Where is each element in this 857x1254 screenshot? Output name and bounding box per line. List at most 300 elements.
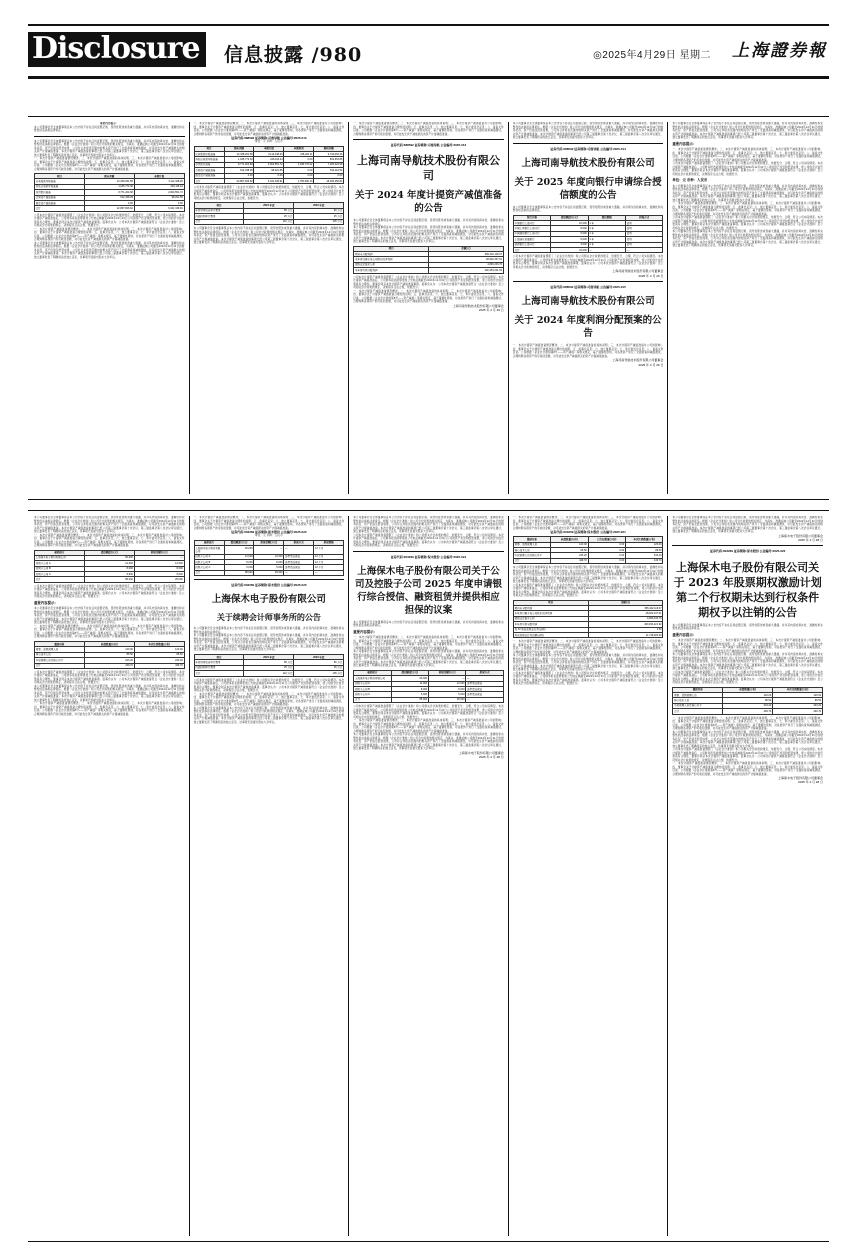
divider xyxy=(513,281,664,282)
cell: 合计 xyxy=(673,709,723,714)
cell: 9,744,063.46 xyxy=(314,152,344,157)
col4-code-1: 证券代码:688592 证券简称:司南导航 公告编号:2025-014 xyxy=(550,146,626,151)
col5-body-3: 公司本次计提资产减值准备遵照了《企业会计准则》和公司相关会计政策的规定，依据充分、合理，符合公司实际情况。本次计提资产减值准备后，公司财务报表能够更加公允地反映截至2024年12月31日公司的资产状况和经营成果，使公司的会计信息更具有合理性。董事会同意本次计提资产减值准备事项。监事会认为：公司本次计提资产减值准备符合《企业会计准则》及公司相关会计政策的规定，决策程序合法合规，依据充分。 xyxy=(672,162,823,176)
column-3 xyxy=(349,122,509,494)
cell: 连带责任保证 xyxy=(284,560,314,565)
cell: 22,867,606.62 xyxy=(224,179,254,184)
cell: 243.20 xyxy=(134,658,184,663)
cell: — xyxy=(428,676,465,681)
cell: 8,000 xyxy=(551,226,588,231)
cell: 12,000 xyxy=(224,554,254,559)
cell: 25,000 xyxy=(254,570,284,575)
cell: 86.50 xyxy=(84,652,134,657)
col3-signature: 上海司南导航技术股份有限公司董事会 xyxy=(452,303,504,308)
column-8 xyxy=(349,516,509,1236)
cell: 12,000 xyxy=(391,681,428,686)
col3-body-1: 一、本次计提资产减值准备情况概述；二、本次计提资产减值准备的具体说明；三、本次计提资产减值准备对公司的影响；四、董事会关于计提资产减值准备合理性的说明；五、监事会意见；六、独立董事意见；七、审计委员会意见；八、备查文件目录。公司根据《企业会计准则第8号——资产减值》等相关规定，基于谨慎性原则，对各类资产进行了全面检查和减值测试，合理判断各项资产的可收回金额，对可能发生资产减值损失的资产计提减值准备。 xyxy=(353,122,504,136)
col10-code: 证券代码:603269 证券简称:保木股份 公告编号:2025-022 xyxy=(709,549,786,554)
cell: — xyxy=(284,546,314,555)
cell: 年度财务报告审计费用 xyxy=(194,660,244,665)
cell: 356,442,118.07 xyxy=(428,252,503,257)
col10-body-4: 公司本次计提资产减值准备遵照了《企业会计准则》和公司相关会计政策的规定，依据充分、合理，符合公司实际情况。本次计提资产减值准备后，公司财务报表能够更加公允地反映截至2024年12月31日公司的资产状况和经营成果，使公司的会计信息更具有合理性。董事会同意本次计提资产减值准备事项。监事会认为：公司本次计提资产减值准备符合《企业会计准则》及公司相关会计政策的规定，决策程序合法合规，依据充分。 xyxy=(672,670,823,685)
table-row xyxy=(513,248,663,253)
cell: 核心技术人员 xyxy=(673,698,723,703)
masthead-rule xyxy=(28,24,829,26)
col-head: 担保金额(万元) xyxy=(254,540,284,545)
col-head: 期末余额 xyxy=(84,174,134,179)
cell: 86.50 xyxy=(723,698,773,703)
col1-body-3: 公司本次计提资产减值准备遵照了《企业会计准则》和公司相关会计政策的规定，依据充分、合理，符合公司实际情况。本次计提资产减值准备后，公司财务报表能够更加公允地反映截至2024年12月31日公司的资产状况和经营成果，使公司的会计信息更具有合理性。董事会同意本次计提资产减值准备事项。监事会认为：公司本次计提资产减值准备符合《企业会计准则》及公司相关会计政策的规定，决策程序合法合规，依据充分。 xyxy=(34,213,185,228)
cell: 应收账款坏账准备 xyxy=(35,179,85,184)
cell: 1.50 xyxy=(588,627,663,632)
headline-2-company: 上海司南导航技术股份有限公司 xyxy=(521,157,655,169)
cell: 5,000 xyxy=(391,692,428,697)
cell: 固定资产减值准备 xyxy=(194,173,224,178)
column-5 xyxy=(668,122,827,494)
col-head: 本次注销数量(万份) xyxy=(773,687,823,692)
col10-subhead: 重要内容提示： xyxy=(672,632,697,637)
col7-unit: 单位：元 币种：人民币 xyxy=(255,534,283,538)
cell: 合计 xyxy=(354,697,391,702)
col7-lead: 本公司董事会及全体董事保证本公告内容不存在任何虚假记载、误导性陈述或者重大遗漏，并对其内容的真实性、准确性和完整性依法承担法律责任。 xyxy=(193,627,345,634)
cell: 本年度归属于母公司股东的净利润 xyxy=(354,257,429,262)
cell: 8,000 xyxy=(134,566,184,571)
col7-body-3: 公司本次计提资产减值准备遵照了《企业会计准则》和公司相关会计政策的规定，依据充分、合理，符合公司实际情况。本次计提资产减值准备后，公司财务报表能够更加公允地反映截至2024年12月31日公司的资产状况和经营成果，使公司的会计信息更具有合理性。董事会同意本次计提资产减值准备事项。监事会认为：公司本次计提资产减值准备符合《企业会计准则》及公司相关会计政策的规定，决策程序合法合规，依据充分。 xyxy=(193,678,345,693)
divider xyxy=(672,545,823,546)
col3-body-4: 一、本次计提资产减值准备情况概述；二、本次计提资产减值准备的具体说明；三、本次计提资产减值准备对公司的影响；四、董事会关于计提资产减值准备合理性的说明；五、监事会意见；六、独立董事意见；七、审计委员会意见；八、备查文件目录。公司根据《企业会计准则第8号——资产减值》等相关规定，基于谨慎性原则，对各类资产进行了全面检查和减值测试，合理判断各项资产的可收回金额，对可能发生资产减值损失的资产计提减值准备。 xyxy=(353,289,504,304)
column-7 xyxy=(190,516,350,1236)
cell: 本年度可供分配利润 xyxy=(513,622,588,627)
col-head: 授信额度(万元) xyxy=(84,550,134,555)
profit-plan-table xyxy=(353,246,504,274)
cell: 400,454,221.92 xyxy=(428,268,503,273)
cell: 86.50 xyxy=(134,652,184,657)
cell: 中层管理人员及核心骨干 xyxy=(513,553,550,558)
cell: 86.50 xyxy=(625,547,662,552)
cell: 1,338,770.02 xyxy=(284,162,314,167)
cell: 连带责任保证 xyxy=(466,681,503,686)
cell: 信用 xyxy=(625,226,662,231)
col10-body-5: 一、本次计提资产减值准备情况概述；二、本次计提资产减值准备的具体说明；三、本次计提资产减值准备对公司的影响；四、董事会关于计提资产减值准备合理性的说明；五、监事会意见；六、独立董事意见；七、审计委员会意见；八、备查文件目录。公司根据《企业会计准则第8号——资产减值》等相关规定，基于谨慎性原则，对各类资产进行了全面检查和减值测试，合理判断各项资产的可收回金额，对可能发生资产减值损失的资产计提减值准备。 xyxy=(672,716,823,731)
divider xyxy=(513,143,664,144)
col8-subhead: 重要内容提示： xyxy=(353,629,377,634)
col4-sign-date-2: 2025 年 4 月 29 日 xyxy=(638,362,664,367)
cell: 12,000 xyxy=(254,554,284,559)
col-head: 担保期限 xyxy=(314,540,344,545)
table-row xyxy=(513,558,663,563)
col-head: 2024 年度 xyxy=(244,203,294,208)
cell: 6,341,339.91 xyxy=(134,206,184,211)
guarantee-table-left xyxy=(34,550,185,583)
cell: 控股子公司 B xyxy=(194,560,224,565)
headline-6-title: 上海保木电子股份有限公司关于 2023 年股票期权激励计划第二个行权期未达到行权条件期权予以注销的公告 xyxy=(673,560,822,619)
cell: 85,000 xyxy=(84,577,134,582)
cell: 612,338.09 xyxy=(84,195,134,200)
cell: 1 年 xyxy=(588,237,625,242)
disclosure-logo xyxy=(28,32,206,67)
cell: 449.70 xyxy=(551,558,588,563)
cell: 合计 xyxy=(513,248,550,253)
headline-4-company: 上海保木电子股份有限公司 xyxy=(211,594,326,606)
cell: 上海保木电子股份有限公司 xyxy=(35,555,85,560)
col2-code: 证券代码:688592 证券简称:司南导航 公告编号:2025-013 xyxy=(231,136,307,140)
cell: 董事、高级管理人员 xyxy=(673,693,723,698)
col-head: 2023 年度 xyxy=(294,654,344,659)
cell: 控股子公司 B xyxy=(35,566,85,571)
col8-body-1: 本公司董事会及全体董事保证本公告内容不存在任何虚假记载、误导性陈述或者重大遗漏，并对其内容的真实性、准确性和完整性依法承担法律责任。根据《企业会计准则》和公司会计政策的相关规定，为真实、准确反映公司截至2024年12月31日的财务状况、资产价值及经营成果，公司对合并报表范围内的相关资产进行了全面清查和减值测试，对可能发生资产减值损失的相关资产计提减值准备。本次计提资产减值准备的事项已经公司第三届董事会第十次会议、第三届监事会第八次会议审议通过，独立董事发表了明确同意的独立意见，该事项无需提交股东大会审议。 xyxy=(353,516,504,533)
cell: 合计 xyxy=(194,179,224,184)
cell: 连带责任保证 xyxy=(284,565,314,570)
cell: 合计 xyxy=(194,219,244,224)
cell: 12 个月 xyxy=(314,554,344,559)
col-head: 本次注销数量(万份) xyxy=(134,641,184,646)
col5-body-7: 本公司董事会及全体董事保证本公告内容不存在任何虚假记载、误导性陈述或者重大遗漏，并对其内容的真实性、准确性和完整性依法承担法律责任。根据《企业会计准则》和公司会计政策的相关规定，为真实、准确反映公司截至2024年12月31日的财务状况、资产价值及经营成果，公司对合并报表范围内的相关资产进行了全面清查和减值测试，对可能发生资产减值损失的相关资产计提减值准备。本次计提资产减值准备的事项已经公司第三届董事会第十次会议、第三届监事会第八次会议审议通过，独立董事发表了明确同意的独立意见，该事项无需提交股东大会审议。 xyxy=(672,230,823,248)
option-cancel-table xyxy=(513,536,664,564)
cell: 0.00 xyxy=(284,168,314,173)
cell: 449.70 xyxy=(625,558,662,563)
cell: 控股子公司 A xyxy=(194,554,224,559)
section-title: 信息披露 /980 xyxy=(224,44,363,66)
column-10 xyxy=(668,516,827,1236)
col2-body-3: 本公司董事会及全体董事保证本公告内容不存在任何虚假记载、误导性陈述或者重大遗漏，并对其内容的真实性、准确性和完整性依法承担法律责任。根据《企业会计准则》和公司会计政策的相关规定，为真实、准确反映公司截至2024年12月31日的财务状况、资产价值及经营成果，公司对合并报表范围内的相关资产进行了全面清查和减值测试，对可能发生资产减值损失的相关资产计提减值准备。本次计提资产减值准备的事项已经公司第三届董事会第十次会议、第三届监事会第八次会议审议通过，独立董事发表了明确同意的独立意见，该事项无需提交股东大会审议。 xyxy=(193,227,345,244)
col-head: 激励对象 xyxy=(35,641,85,646)
col5-body-1: 本公司董事会及全体董事保证本公告内容不存在任何虚假记载、误导性陈述或者重大遗漏，并对其内容的真实性、准确性和完整性依法承担法律责任。根据《企业会计准则》和公司会计政策的相关规定，为真实、准确反映公司截至2024年12月31日的财务状况、资产价值及经营成果，公司对合并报表范围内的相关资产进行了全面清查和减值测试，对可能发生资产减值损失的相关资产计提减值准备。本次计提资产减值准备的事项已经公司第三届董事会第十次会议、第三届监事会第八次会议审议通过，独立董事发表了明确同意的独立意见，该事项无需提交股东大会审议。 xyxy=(672,122,823,139)
col3-sign-date: 2025 年 4 月 29 日 xyxy=(478,308,504,313)
col10-body-1: 本公司董事会及全体董事保证本公告内容不存在任何虚假记载、误导性陈述或者重大遗漏，并对其内容的真实性、准确性和完整性依法承担法律责任。根据《企业会计准则》和公司会计政策的相关规定，为真实、准确反映公司截至2024年12月31日的财务状况、资产价值及经营成果，公司对合并报表范围内的相关资产进行了全面清查和减值测试，对可能发生资产减值损失的相关资产计提减值准备。本次计提资产减值准备的事项已经公司第三届董事会第十次会议、第三届监事会第八次会议审议通过，独立董事发表了明确同意的独立意见，该事项无需提交股东大会审议。 xyxy=(672,516,823,533)
cell: 7,205,422.98 xyxy=(314,162,344,167)
cell: 25 万元 xyxy=(294,665,344,670)
cell: 0.00 xyxy=(588,558,625,563)
cell: 合计 xyxy=(35,663,85,668)
cell: 董事、高级管理人员 xyxy=(35,647,85,652)
cell: 98,221.55 xyxy=(134,195,184,200)
cell: 5,000 xyxy=(551,237,588,242)
cell: 合同资产减值准备 xyxy=(35,195,85,200)
cell: 31,000 xyxy=(551,248,588,253)
cell: 0.00 xyxy=(284,173,314,178)
cell: 内部控制审计费用 xyxy=(194,214,244,219)
cell: 3,112,448.20 xyxy=(254,152,284,157)
cell: 应收账款坏账准备 xyxy=(194,152,224,157)
col-head: 授信额度(万元) xyxy=(551,215,588,220)
cell: 合计 xyxy=(513,558,550,563)
table-row xyxy=(35,577,185,582)
cell: 1,756,990.13 xyxy=(284,179,314,184)
cell: 0.00 xyxy=(284,157,314,162)
table-row xyxy=(194,219,344,224)
cell: 本年度可供分配利润 xyxy=(354,268,429,273)
col5-body-5: 一、本次计提资产减值准备情况概述；二、本次计提资产减值准备的具体说明；三、本次计提资产减值准备对公司的影响；四、董事会关于计提资产减值准备合理性的说明；五、监事会意见；六、独立董事意见；七、审计委员会意见；八、备查文件目录。公司根据《企业会计准则第8号——资产减值》等相关规定，基于谨慎性原则，对各类资产进行了全面检查和减值测试，合理判断各项资产的可收回金额，对可能发生资产减值损失的资产计提减值准备。 xyxy=(672,202,823,216)
col-head: 担保方式 xyxy=(466,670,503,675)
col-head: 获授数量(万份) xyxy=(723,687,773,692)
table-row xyxy=(673,709,823,714)
column-9 xyxy=(509,516,669,1236)
cell: 存货跌价准备 xyxy=(194,162,224,167)
col5-body-4: 本公司董事会及全体董事保证本公告内容不存在任何虚假记载、误导性陈述或者重大遗漏，并对其内容的真实性、准确性和完整性依法承担法律责任。根据《企业会计准则》和公司会计政策的相关规定，为真实、准确反映公司截至2024年12月31日的财务状况、资产价值及经营成果，公司对合并报表范围内的相关资产进行了全面清查和减值测试，对可能发生资产减值损失的相关资产计提减值准备。本次计提资产减值准备的事项已经公司第三届董事会第十次会议、第三届监事会第八次会议审议通过，独立董事发表了明确同意的独立意见，该事项无需提交股东大会审议。 xyxy=(672,184,823,202)
table-row xyxy=(35,663,185,668)
cell: 上海保木电子股份有限公司 xyxy=(194,546,224,555)
cell: 信用 xyxy=(625,221,662,226)
col6-body-3: 公司本次计提资产减值准备遵照了《企业会计准则》和公司相关会计政策的规定，依据充分、合理，符合公司实际情况。本次计提资产减值准备后，公司财务报表能够更加公允地反映截至2024年12月31日公司的资产状况和经营成果，使公司的会计信息更具有合理性。董事会同意本次计提资产减值准备事项。监事会认为：公司本次计提资产减值准备符合《企业会计准则》及公司相关会计政策的规定，决策程序合法合规，依据充分。 xyxy=(34,584,185,599)
col-head: 被担保方 xyxy=(194,540,224,545)
cell: 拟派发现金红利总额(含税) xyxy=(513,633,588,638)
cell: — xyxy=(466,697,503,702)
cell: 控股子公司 B xyxy=(354,686,391,691)
col8-body-6: 一、本次计提资产减值准备情况概述；二、本次计提资产减值准备的具体说明；三、本次计提资产减值准备对公司的影响；四、董事会关于计提资产减值准备合理性的说明；五、监事会意见；六、独立董事意见；七、审计委员会意见；八、备查文件目录。公司根据《企业会计准则第8号——资产减值》等相关规定，基于谨慎性原则，对各类资产进行了全面检查和减值测试，合理判断各项资产的可收回金额，对可能发生资产减值损失的资产计提减值准备。 xyxy=(353,719,504,733)
cell: 1,045,772.30 xyxy=(224,157,254,162)
cell: 5,000 xyxy=(84,572,134,577)
cell: 8,000 xyxy=(254,560,284,565)
cell: 8,000 xyxy=(428,686,465,691)
top-article-region xyxy=(28,116,829,500)
col-head: 担保方式 xyxy=(625,215,662,220)
col6-body-6: 公司本次计提资产减值准备遵照了《企业会计准则》和公司相关会计政策的规定，依据充分、合理，符合公司实际情况。本次计提资产减值准备后，公司财务报表能够更加公允地反映截至2024年12月31日公司的资产状况和经营成果，使公司的会计信息更具有合理性。董事会同意本次计提资产减值准备事项。监事会认为：公司本次计提资产减值准备符合《企业会计准则》及公司相关会计政策的规定，决策程序合法合规，依据充分。 xyxy=(34,670,185,685)
cell: 0.00 xyxy=(224,173,254,178)
cell: 1 年 xyxy=(588,231,625,236)
col4-lead: 本公司董事会及全体董事保证本公告内容不存在任何虚假记载、误导性陈述或者重大遗漏，并对其内容的真实性、准确性和完整性依法承担法律责任。 xyxy=(512,205,664,213)
cell: 核心技术人员 xyxy=(35,652,85,657)
cell: 1 年 xyxy=(588,221,625,226)
cell: 8,000 xyxy=(84,566,134,571)
cell: 提取法定盈余公积 xyxy=(354,262,429,267)
cell: — xyxy=(588,248,625,253)
cell: 5,000 xyxy=(254,565,284,570)
col8-body-4: 本公司董事会及全体董事保证本公告内容不存在任何虚假记载、误导性陈述或者重大遗漏，并对其内容的真实性、准确性和完整性依法承担法律责任。根据《企业会计准则》和公司会计政策的相关规定，为真实、准确反映公司截至2024年12月31日的财务状况、资产价值及经营成果，公司对合并报表范围内的相关资产进行了全面清查和减值测试，对可能发生资产减值损失的相关资产计提减值准备。本次计提资产减值准备的事项已经公司第三届董事会第十次会议、第三届监事会第八次会议审议通过，独立董事发表了明确同意的独立意见，该事项无需提交股东大会审议。 xyxy=(353,650,504,668)
col-head: 授信额度(万元) xyxy=(224,540,254,545)
cell: 110 万元 xyxy=(244,671,294,676)
table-row xyxy=(194,546,344,555)
cell: 418,220.11 xyxy=(284,152,314,157)
cell: 期初未分配利润 xyxy=(513,606,588,611)
cell: 0.00 xyxy=(588,547,625,552)
col-head: 激励对象 xyxy=(673,687,723,692)
cell: 5,000 xyxy=(551,231,588,236)
cell: 8,771,204.68 xyxy=(224,162,254,167)
cell: 110 万元 xyxy=(244,219,294,224)
col8-body-7: 本公司董事会及全体董事保证本公告内容不存在任何虚假记载、误导性陈述或者重大遗漏，并对其内容的真实性、准确性和完整性依法承担法律责任。根据《企业会计准则》和公司会计政策的相关规定，为真实、准确反映公司截至2024年12月31日的财务状况、资产价值及经营成果，公司对合并报表范围内的相关资产进行了全面清查和减值测试，对可能发生资产减值损失的相关资产计提减值准备。本次计提资产减值准备的事项已经公司第三届董事会第十次会议、第三届监事会第八次会议审议通过，独立董事发表了明确同意的独立意见，该事项无需提交股东大会审议。 xyxy=(353,733,504,751)
col-head: 期初余额 xyxy=(314,146,344,151)
col10-lead: 本公司董事会及全体董事保证本公告内容不存在任何虚假记载、误导性陈述或者重大遗漏，并对其内容的真实性、准确性和完整性依法承担法律责任。 xyxy=(672,623,823,631)
cell: 226,118.44 xyxy=(134,184,184,189)
col8-body-5: 公司本次计提资产减值准备遵照了《企业会计准则》和公司相关会计政策的规定，依据充分、合理，符合公司实际情况。本次计提资产减值准备后，公司财务报表能够更加公允地反映截至2024年12月31日公司的资产状况和经营成果，使公司的会计信息更具有合理性。董事会同意本次计提资产减值准备事项。监事会认为：公司本次计提资产减值准备符合《企业会计准则》及公司相关会计政策的规定，决策程序合法合规，依据充分。 xyxy=(353,705,504,719)
cell: 85,000 xyxy=(391,697,428,702)
cell: 4,890,233.76 xyxy=(588,616,663,621)
col-head: 金额(元) xyxy=(588,600,663,605)
divider xyxy=(34,136,185,137)
cell: 449.70 xyxy=(723,709,773,714)
financial-detail-table xyxy=(194,146,345,185)
cell: 22,867,606.62 xyxy=(84,206,134,211)
col4-signature-2: 上海司南导航技术股份有限公司董事会 xyxy=(612,358,664,363)
col-head: 银行名称 xyxy=(513,215,550,220)
credit-line-table xyxy=(513,215,664,254)
col7-code-1: 证券代码:603269 证券简称:保木股份 公告编号:2025-020 xyxy=(231,530,307,534)
headline-1-company: 上海司南导航技术股份有限公司 xyxy=(356,154,500,183)
cell: 85 万元 xyxy=(244,208,294,213)
cell: 0.00 xyxy=(314,173,344,178)
cell: 合计 xyxy=(35,577,85,582)
cell: 243.20 xyxy=(551,553,588,558)
col3-code: 证券代码:688592 证券简称:司南导航 公告编号:2025-013 xyxy=(390,143,467,147)
col-head: 项目 xyxy=(194,203,244,208)
cell: 25,000 xyxy=(428,697,465,702)
col-head: 已行权数量(万份) xyxy=(588,537,625,542)
cell: 本年度归属于母公司股东的净利润 xyxy=(513,611,588,616)
col-head: 2024 年度 xyxy=(244,654,294,659)
col5-body-6: 公司本次计提资产减值准备遵照了《企业会计准则》和公司相关会计政策的规定，依据充分、合理，符合公司实际情况。本次计提资产减值准备后，公司财务报表能够更加公允地反映截至2024年12月31日公司的资产状况和经营成果，使公司的会计信息更具有合理性。董事会同意本次计提资产减值准备事项。监事会认为：公司本次计提资产减值准备符合《企业会计准则》及公司相关会计政策的规定，决策程序合法合规，依据充分。 xyxy=(672,216,823,230)
column-4 xyxy=(509,122,669,494)
cell: 8,000 xyxy=(224,560,254,565)
cell: 董事、高级管理人员 xyxy=(513,542,550,547)
cell: 48,902,337.61 xyxy=(588,611,663,616)
col9-body-1: 一、本次计提资产减值准备情况概述；二、本次计提资产减值准备的具体说明；三、本次计提资产减值准备对公司的影响；四、董事会关于计提资产减值准备合理性的说明；五、监事会意见；六、独立董事意见；七、审计委员会意见；八、备查文件目录。公司根据《企业会计准则第8号——资产减值》等相关规定，基于谨慎性原则，对各类资产进行了全面检查和减值测试，合理判断各项资产的可收回金额，对可能发生资产减值损失的资产计提减值准备。 xyxy=(512,516,664,530)
page-sheet xyxy=(8,6,849,1248)
cell: 120.00 xyxy=(84,647,134,652)
cell: 449.70 xyxy=(134,663,184,668)
cell: 4,890,233.76 xyxy=(428,262,503,267)
cell: 上海保木电子股份有限公司 xyxy=(354,676,391,681)
col10-signature-top: 上海保木电子股份有限公司董事会 xyxy=(777,533,823,538)
cell: 合计 xyxy=(194,671,244,676)
cell: 连带责任保证 xyxy=(466,686,503,691)
col-head: 获授数量(万份) xyxy=(551,537,588,542)
cell: 819,653.86 xyxy=(314,157,344,162)
dense-table-1 xyxy=(194,540,345,577)
option-cancel-table-left xyxy=(34,641,185,669)
cell: 5,000 xyxy=(428,692,465,697)
cell: 98,221.55 xyxy=(254,168,284,173)
cell: 0.00 xyxy=(134,200,184,205)
col1-body-4: 一、本次计提资产减值准备情况概述；二、本次计提资产减值准备的具体说明；三、本次计提资产减值准备对公司的影响；四、董事会关于计提资产减值准备合理性的说明；五、监事会意见；六、独立董事意见；七、审计委员会意见；八、备查文件目录。公司根据《企业会计准则第8号——资产减值》等相关规定，基于谨慎性原则，对各类资产进行了全面检查和减值测试，合理判断各项资产的可收回金额，对可能发生资产减值损失的资产计提减值准备。 xyxy=(34,227,185,242)
cell: 招商银行上海分行 xyxy=(513,242,550,247)
col6-subhead: 重要内容提示： xyxy=(34,600,58,605)
headline-2-subject: 关于 2025 年度向银行申请综合授信额度的公告 xyxy=(514,176,662,201)
col9-body-2: 本公司董事会及全体董事保证本公告内容不存在任何虚假记载、误导性陈述或者重大遗漏，并对其内容的真实性、准确性和完整性依法承担法律责任。根据《企业会计准则》和公司会计政策的相关规定，为真实、准确反映公司截至2024年12月31日的财务状况、资产价值及经营成果，公司对合并报表范围内的相关资产进行了全面清查和减值测试，对可能发生资产减值损失的相关资产计提减值准备。本次计提资产减值准备的事项已经公司第三届董事会第十次会议、第三届监事会第八次会议审议通过，独立董事发表了明确同意的独立意见，该事项无需提交股东大会审议。 xyxy=(512,566,664,584)
profit-plan-table-2 xyxy=(513,600,664,639)
cell: 60,000 xyxy=(391,676,428,681)
col6-body-8: 一、本次计提资产减值准备情况概述；二、本次计提资产减值准备的具体说明；三、本次计提资产减值准备对公司的影响；四、董事会关于计提资产减值准备合理性的说明；五、监事会意见；六、独立董事意见；七、审计委员会意见；八、备查文件目录。公司根据《企业会计准则第8号——资产减值》等相关规定，基于谨慎性原则，对各类资产进行了全面检查和减值测试，合理判断各项资产的可收回金额，对可能发生资产减值损失的资产计提减值准备。 xyxy=(34,702,185,716)
col-head: 担保金额(万元) xyxy=(428,670,465,675)
col1-body-1: 本公司董事会及全体董事保证本公告内容不存在任何虚假记载、误导性陈述或者重大遗漏，并对其内容的真实性、准确性和完整性依法承担法律责任。根据《企业会计准则》和公司会计政策的相关规定，为真实、准确反映公司截至2024年12月31日的财务状况、资产价值及经营成果，公司对合并报表范围内的相关资产进行了全面清查和减值测试，对可能发生资产减值损失的相关资产计提减值准备。本次计提资产减值准备的事项已经公司第三届董事会第十次会议、第三届监事会第八次会议审议通过，独立董事发表了明确同意的独立意见，该事项无需提交股东大会审议。 xyxy=(34,139,185,157)
asset-impairment-table xyxy=(34,173,185,212)
col1-body-2: 一、本次计提资产减值准备情况概述；二、本次计提资产减值准备的具体说明；三、本次计提资产减值准备对公司的影响；四、董事会关于计提资产减值准备合理性的说明；五、监事会意见；六、独立董事意见；七、审计委员会意见；八、备查文件目录。公司根据《企业会计准则第8号——资产减值》等相关规定，基于谨慎性原则，对各类资产进行了全面检查和减值测试，合理判断各项资产的可收回金额，对可能发生资产减值损失的资产计提减值准备。 xyxy=(34,157,185,171)
col2-body-1: 一、本次计提资产减值准备情况概述；二、本次计提资产减值准备的具体说明；三、本次计提资产减值准备对公司的影响；四、董事会关于计提资产减值准备合理性的说明；五、监事会意见；六、独立董事意见；七、审计委员会意见；八、备查文件目录。公司根据《企业会计准则第8号——资产减值》等相关规定，基于谨慎性原则，对各类资产进行了全面检查和减值测试，合理判断各项资产的可收回金额，对可能发生资产减值损失的资产计提减值准备。 xyxy=(193,122,345,136)
col4-body-2: 公司本次计提资产减值准备遵照了《企业会计准则》和公司相关会计政策的规定，依据充分、合理，符合公司实际情况。本次计提资产减值准备后，公司财务报表能够更加公允地反映截至2024年12月31日公司的资产状况和经营成果，使公司的会计信息更具有合理性。董事会同意本次计提资产减值准备事项。监事会认为：公司本次计提资产减值准备符合《企业会计准则》及公司相关会计政策的规定，决策程序合法合规，依据充分。 xyxy=(512,255,664,269)
cell: 243.20 xyxy=(773,703,823,708)
col6-body-2: 一、本次计提资产减值准备情况概述；二、本次计提资产减值准备的具体说明；三、本次计提资产减值准备对公司的影响；四、董事会关于计提资产减值准备合理性的说明；五、监事会意见；六、独立董事意见；七、审计委员会意见；八、备查文件目录。公司根据《企业会计准则第8号——资产减值》等相关规定，基于谨慎性原则，对各类资产进行了全面检查和减值测试，合理判断各项资产的可收回金额，对可能发生资产减值损失的资产计提减值准备。 xyxy=(34,533,185,547)
cell: 120.00 xyxy=(773,693,823,698)
cell: 其他应收款坏账准备 xyxy=(35,184,85,189)
cell: 86.50 xyxy=(773,698,823,703)
cell: 85,000 xyxy=(224,570,254,575)
bottom-article-region xyxy=(28,510,829,1242)
column-2 xyxy=(190,122,350,494)
cell: 控股子公司 C xyxy=(354,692,391,697)
divider xyxy=(353,551,504,552)
cell: 243.20 xyxy=(625,553,662,558)
cell: 信用 xyxy=(625,237,662,242)
col-head: 本期计提 xyxy=(134,174,184,179)
cell: 3,000 xyxy=(551,242,588,247)
cell: 356,442,118.07 xyxy=(588,606,663,611)
cell: — xyxy=(254,546,284,555)
col4-sign-date: 2025 年 4 月 29 日 xyxy=(638,273,664,278)
col9-body-6: 公司本次计提资产减值准备遵照了《企业会计准则》和公司相关会计政策的规定，依据充分、合理，符合公司实际情况。本次计提资产减值准备后，公司财务报表能够更加公允地反映截至2024年12月31日公司的资产状况和经营成果，使公司的会计信息更具有合理性。董事会同意本次计提资产减值准备事项。监事会认为：公司本次计提资产减值准备符合《企业会计准则》及公司相关会计政策的规定，决策程序合法合规，依据充分。 xyxy=(512,671,664,686)
cell: 120.00 xyxy=(625,542,662,547)
cell: 226,118.44 xyxy=(254,157,284,162)
col3-lead: 本公司董事会及全体董事保证本公告内容不存在任何虚假记载、误导性陈述或者重大遗漏，并对其内容的真实性、准确性和完整性依法承担法律责任。 xyxy=(353,219,504,226)
col10-sign-date-top: 2025 年 4 月 28 日 xyxy=(798,537,823,542)
col9-body-5: 本公司董事会及全体董事保证本公告内容不存在任何虚假记载、误导性陈述或者重大遗漏，并对其内容的真实性、准确性和完整性依法承担法律责任。根据《企业会计准则》和公司会计政策的相关规定，为真实、准确反映公司截至2024年12月31日的财务状况、资产价值及经营成果，公司对合并报表范围内的相关资产进行了全面清查和减值测试，对可能发生资产减值损失的相关资产计提减值准备。本次计提资产减值准备的事项已经公司第三届董事会第十次会议、第三届监事会第八次会议审议通过，独立董事发表了明确同意的独立意见，该事项无需提交股东大会审议。 xyxy=(512,654,664,672)
cell: 控股子公司 A xyxy=(354,681,391,686)
col-head: 项目 xyxy=(194,146,224,151)
cell: 48,902,337.61 xyxy=(428,257,503,262)
col1-kicker: 重要内容提示： xyxy=(99,122,119,125)
col10-body-3: 本公司董事会及全体董事保证本公告内容不存在任何虚假记载、误导性陈述或者重大遗漏，并对其内容的真实性、准确性和完整性依法承担法律责任。根据《企业会计准则》和公司会计政策的相关规定，为真实、准确反映公司截至2024年12月31日的财务状况、资产价值及经营成果，公司对合并报表范围内的相关资产进行了全面清查和减值测试，对可能发生资产减值损失的相关资产计提减值准备。本次计提资产减值准备的事项已经公司第三届董事会第十次会议、第三届监事会第八次会议审议通过，独立董事发表了明确同意的独立意见，该事项无需提交股东大会审议。 xyxy=(672,653,823,671)
cell: 80 万元 xyxy=(294,208,344,213)
headline-5-title: 上海保木电子股份有限公司关于公司及控股子公司 2025 年度申请银行综合授信、融资租赁并提供相应担保的议案 xyxy=(354,565,503,616)
cell: 12 个月 xyxy=(314,560,344,565)
table-row xyxy=(354,697,504,702)
cell: 5,000 xyxy=(134,572,184,577)
col-head: 担保方式 xyxy=(284,540,314,545)
col1-lead: 本公司董事会及全体董事保证本公告内容不存在任何虚假记载、误导性陈述或者重大遗漏，并对其内容的真实性、准确性和完整性依法承担法律责任。 xyxy=(34,125,185,132)
cell: 1 年 xyxy=(588,242,625,247)
table-row xyxy=(354,268,504,273)
cell: 合计 xyxy=(35,206,85,211)
paper-name: 上海證券報 xyxy=(732,41,827,61)
col-head: 项目 xyxy=(194,654,244,659)
col8-body-2: 公司本次计提资产减值准备遵照了《企业会计准则》和公司相关会计政策的规定，依据充分、合理，符合公司实际情况。本次计提资产减值准备后，公司财务报表能够更加公允地反映截至2024年12月31日公司的资产状况和经营成果，使公司的会计信息更具有合理性。董事会同意本次计提资产减值准备事项。监事会认为：公司本次计提资产减值准备符合《企业会计准则》及公司相关会计政策的规定，决策程序合法合规，依据充分。 xyxy=(353,533,504,547)
cell: 信用 xyxy=(625,242,662,247)
col8-body-3: 一、本次计提资产减值准备情况概述；二、本次计提资产减值准备的具体说明；三、本次计提资产减值准备对公司的影响；四、董事会关于计提资产减值准备合理性的说明；五、监事会意见；六、独立董事意见；七、审计委员会意见；八、备查文件目录。公司根据《企业会计准则第8号——资产减值》等相关规定，基于谨慎性原则，对各类资产进行了全面检查和减值测试，合理判断各项资产的可收回金额，对可能发生资产减值损失的资产计提减值准备。 xyxy=(353,636,504,650)
headline-1-subject: 关于 2024 年度计提资产减值准备的公告 xyxy=(354,190,503,215)
cell: 120.00 xyxy=(551,542,588,547)
cell: 中国银行上海分行 xyxy=(513,221,550,226)
cell: 400,454,221.92 xyxy=(588,622,663,627)
col9-body-4: 一、本次计提资产减值准备情况概述；二、本次计提资产减值准备的具体说明；三、本次计提资产减值准备对公司的影响；四、董事会关于计提资产减值准备合理性的说明；五、监事会意见；六、独立董事意见；七、审计委员会意见；八、备查文件目录。公司根据《企业会计准则第8号——资产减值》等相关规定，基于谨慎性原则，对各类资产进行了全面检查和减值测试，合理判断各项资产的可收回金额，对可能发生资产减值损失的资产计提减值准备。 xyxy=(512,640,664,654)
col6-body-5: 一、本次计提资产减值准备情况概述；二、本次计提资产减值准备的具体说明；三、本次计提资产减值准备对公司的影响；四、董事会关于计提资产减值准备合理性的说明；五、监事会意见；六、独立董事意见；七、审计委员会意见；八、备查文件目录。公司根据《企业会计准则第8号——资产减值》等相关规定，基于谨慎性原则，对各类资产进行了全面检查和减值测试，合理判断各项资产的可收回金额，对可能发生资产减值损失的资产计提减值准备。 xyxy=(34,624,185,639)
headline-3-subject: 关于 2024 年度利润分配预案的公告 xyxy=(514,315,662,340)
col5-body-2: 一、本次计提资产减值准备情况概述；二、本次计提资产减值准备的具体说明；三、本次计提资产减值准备对公司的影响；四、董事会关于计提资产减值准备合理性的说明；五、监事会意见；六、独立董事意见；七、审计委员会意见；八、备查文件目录。公司根据《企业会计准则第8号——资产减值》等相关规定，基于谨慎性原则，对各类资产进行了全面检查和减值测试，合理判断各项资产的可收回金额，对可能发生资产减值损失的资产计提减值准备。 xyxy=(672,148,823,162)
cell: 10,000 xyxy=(551,221,588,226)
col5-subhead-2: 单位：元 币种：人民币 xyxy=(672,178,708,183)
col10-body-8: 一、本次计提资产减值准备情况概述；二、本次计提资产减值准备的具体说明；三、本次计提资产减值准备对公司的影响；四、董事会关于计提资产减值准备合理性的说明；五、监事会意见；六、独立董事意见；七、审计委员会意见；八、备查文件目录。公司根据《企业会计准则第8号——资产减值》等相关规定，基于谨慎性原则，对各类资产进行了全面检查和减值测试，合理判断各项资产的可收回金额，对可能发生资产减值损失的资产计提减值准备。 xyxy=(672,762,823,776)
cell: 中国建设银行上海分行 xyxy=(513,231,550,236)
col5-subhead-1: 重要内容提示： xyxy=(672,141,697,146)
cell: 12,000 xyxy=(134,561,184,566)
cell: 12,438,291.55 xyxy=(224,152,254,157)
cell: 12,000 xyxy=(428,681,465,686)
cell: 60,000 xyxy=(224,546,254,555)
col4-body-1: 本公司董事会及全体董事保证本公告内容不存在任何虚假记载、误导性陈述或者重大遗漏，并对其内容的真实性、准确性和完整性依法承担法律责任。根据《企业会计准则》和公司会计政策的相关规定，为真实、准确反映公司截至2024年12月31日的财务状况、资产价值及经营成果，公司对合并报表范围内的相关资产进行了全面清查和减值测试，对可能发生资产减值损失的相关资产计提减值准备。本次计提资产减值准备的事项已经公司第三届董事会第十次会议、第三届监事会第八次会议审议通过，独立董事发表了明确同意的独立意见，该事项无需提交股东大会审议。 xyxy=(512,122,664,139)
cell: 控股子公司 C xyxy=(35,572,85,577)
col8-lead: 本公司董事会及全体董事保证本公告内容不存在任何虚假记载、误导性陈述或者重大遗漏，并对其内容的真实性、准确性和完整性依法承担法律责任。 xyxy=(353,620,504,628)
cell: 5,000 xyxy=(224,565,254,570)
cell: 0.00 xyxy=(588,542,625,547)
col3-body-3: 公司本次计提资产减值准备遵照了《企业会计准则》和公司相关会计政策的规定，依据充分、合理，符合公司实际情况。本次计提资产减值准备后，公司财务报表能够更加公允地反映截至2024年12月31日公司的资产状况和经营成果，使公司的会计信息更具有合理性。董事会同意本次计提资产减值准备事项。监事会认为：公司本次计提资产减值准备符合《企业会计准则》及公司相关会计政策的规定，决策程序合法合规，依据充分。 xyxy=(353,275,504,290)
table-row xyxy=(194,671,344,676)
col6-body-4: 本公司董事会及全体董事保证本公告内容不存在任何虚假记载、误导性陈述或者重大遗漏，并对其内容的真实性、准确性和完整性依法承担法律责任。根据《企业会计准则》和公司会计政策的相关规定，为真实、准确反映公司截至2024年12月31日的财务状况、资产价值及经营成果，公司对合并报表范围内的相关资产进行了全面清查和减值测试，对可能发生资产减值损失的相关资产计提减值准备。本次计提资产减值准备的事项已经公司第三届董事会第十次会议、第三届监事会第八次会议审议通过，独立董事发表了明确同意的独立意见，该事项无需提交股东大会审议。 xyxy=(34,607,185,625)
col-head: 本次注销数量(万份) xyxy=(625,537,662,542)
cell: 8,000 xyxy=(391,686,428,691)
cell: 120.00 xyxy=(723,693,773,698)
col-head: 被担保方 xyxy=(354,670,391,675)
cell: 中层管理人员及核心骨干 xyxy=(35,658,85,663)
cell: 存货跌价准备 xyxy=(35,190,85,195)
cell: 12 个月 xyxy=(314,546,344,555)
cell: 0.00 xyxy=(588,553,625,558)
